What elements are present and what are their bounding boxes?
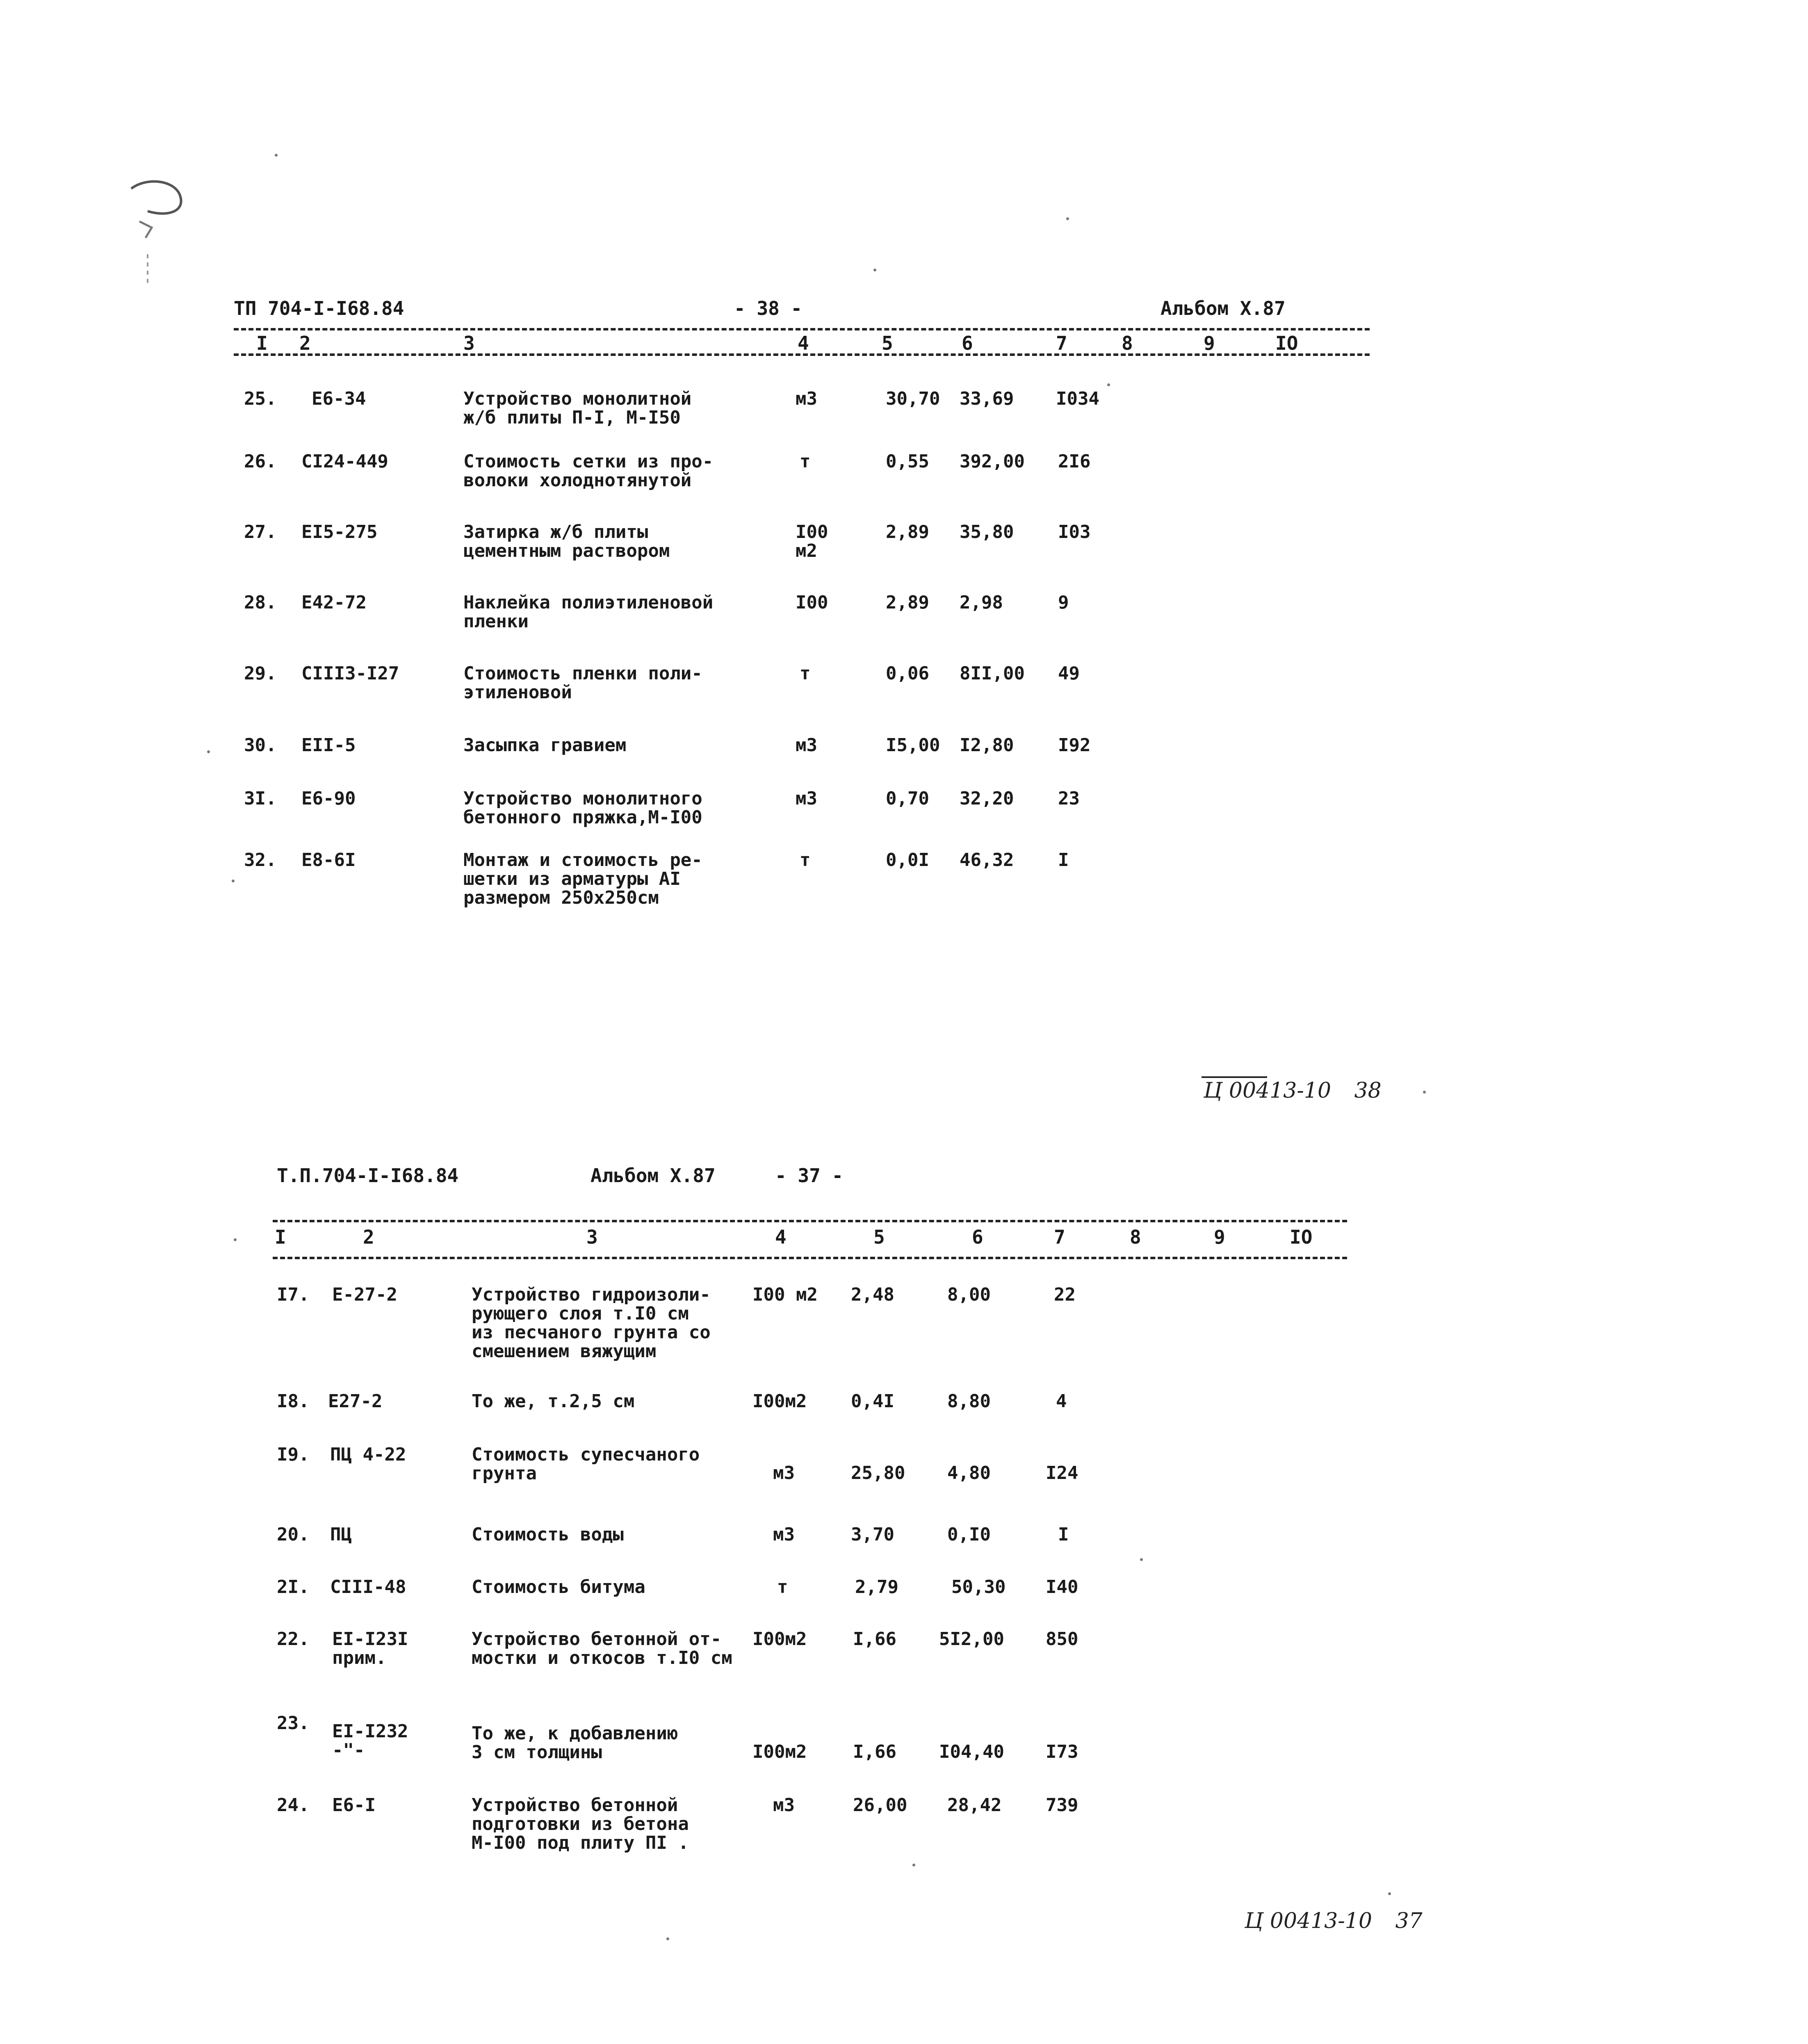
quantity: 3,70 [851, 1524, 894, 1545]
header-rule-top [234, 328, 1370, 330]
scan-speck [1388, 1892, 1391, 1895]
rate-code: СIII-48 [330, 1577, 406, 1597]
row-number: I7. [277, 1284, 310, 1305]
unit: м3 [796, 788, 817, 809]
unit-price: 4,80 [947, 1463, 991, 1483]
archive-page: 37 [1395, 1909, 1423, 1933]
total-cost: I034 [1056, 388, 1099, 409]
unit: I00м2 [752, 1629, 807, 1650]
scan-speck [1066, 217, 1069, 220]
unit-price: 28,42 [947, 1795, 1002, 1816]
page-number: - 38 - [734, 297, 803, 319]
work-description: Стоимость пленки поли- этиленовой [463, 663, 702, 703]
total-cost: 4 [1056, 1391, 1067, 1412]
quantity: 2,79 [855, 1577, 898, 1597]
row-number: 2I. [277, 1577, 310, 1597]
rate-code: СIII3-I27 [301, 663, 399, 684]
scan-speck [232, 880, 235, 882]
unit-price: 0,I0 [947, 1524, 991, 1545]
total-cost: 850 [1046, 1629, 1078, 1650]
rate-code: ПЦ [330, 1524, 352, 1545]
total-cost: 23 [1058, 788, 1080, 809]
unit: т [800, 850, 811, 870]
unit-price: I04,40 [939, 1741, 1004, 1762]
total-cost: I [1058, 1524, 1069, 1545]
unit: I00м2 [752, 1391, 807, 1412]
work-description: Стоимость битума [472, 1577, 645, 1597]
work-description: Устройство бетонной подготовки из бетона М-I00 под плиту ПI . [472, 1795, 689, 1853]
margin-pencil-mark-icon [123, 172, 197, 287]
rate-code: ЕII-5 [301, 735, 356, 756]
quantity: 0,70 [886, 788, 929, 809]
row-number: 25. [244, 388, 277, 409]
rate-code: Е6-34 [312, 388, 366, 409]
col-num-4: 4 [798, 332, 809, 354]
row-number: 23. [277, 1713, 310, 1734]
unit: т [800, 451, 811, 472]
doc-code: Т.П.704-I-I68.84 [277, 1164, 459, 1187]
col-num-7: 7 [1054, 1226, 1065, 1248]
unit-price: 46,32 [960, 850, 1014, 870]
total-cost: I73 [1046, 1741, 1078, 1762]
scan-speck [1423, 1091, 1426, 1094]
col-num-6: 6 [972, 1226, 983, 1248]
scan-speck [873, 269, 876, 271]
quantity: I5,00 [886, 735, 940, 756]
total-cost: I [1058, 850, 1069, 870]
archive-stamp-38 [1204, 1078, 1382, 1103]
quantity: 0,55 [886, 451, 929, 472]
rate-code: Е6-90 [301, 788, 356, 809]
rate-code: ЕI-I23I прим. [332, 1629, 408, 1668]
row-number: 32. [244, 850, 277, 870]
unit: м3 [796, 735, 817, 756]
scan-speck [207, 750, 210, 753]
scan-speck [1140, 1558, 1143, 1561]
archive-code: Ц 00413-10 [1245, 1909, 1373, 1933]
row-number: 28. [244, 592, 277, 613]
album-label: Альбом X.87 [591, 1164, 716, 1187]
total-cost: I40 [1046, 1577, 1078, 1597]
header-rule-bottom [234, 353, 1370, 356]
unit-price: 392,00 [960, 451, 1025, 472]
rate-code: ЕI5-275 [301, 522, 378, 542]
work-description: Устройство гидроизоли- рующего слоя т.I0 см из песчаного грунта со смешением вяжущим [472, 1284, 711, 1362]
rate-code: ПЦ 4-22 [330, 1444, 406, 1465]
unit: м3 [796, 388, 817, 409]
unit: т [777, 1577, 788, 1597]
unit: м3 [773, 1795, 795, 1816]
row-number: 26. [244, 451, 277, 472]
work-description: То же, к добавлению 3 см толщины [472, 1723, 678, 1763]
total-cost: 22 [1054, 1284, 1076, 1305]
quantity: 2,48 [851, 1284, 894, 1305]
unit: м3 [773, 1524, 795, 1545]
unit: т [800, 663, 811, 684]
rate-code: Е8-6I [301, 850, 356, 870]
work-description: Устройство бетонной от- мостки и откосов т.I0 см [472, 1629, 732, 1668]
row-number: 27. [244, 522, 277, 542]
row-number: 29. [244, 663, 277, 684]
archive-code: Ц 00413-10 [1204, 1078, 1331, 1103]
col-num-1: I [275, 1226, 286, 1248]
work-description: Засыпка гравием [463, 735, 627, 756]
col-num-6: 6 [962, 332, 973, 354]
rate-code: Е42-72 [301, 592, 367, 613]
quantity: 25,80 [851, 1463, 905, 1483]
quantity: I,66 [853, 1741, 896, 1762]
archive-stamp-37 [1245, 1909, 1423, 1933]
unit: I00 м2 [752, 1284, 818, 1305]
scan-speck [275, 154, 278, 157]
col-num-4: 4 [775, 1226, 787, 1248]
unit-price: 8,00 [947, 1284, 991, 1305]
scan-speck [234, 1238, 237, 1241]
quantity: I,66 [853, 1629, 896, 1650]
unit-price: 2,98 [960, 592, 1003, 613]
work-description: Устройство монолитной ж/б плиты П-I, М-I50 [463, 388, 692, 428]
work-description: Стоимость супесчаного грунта [472, 1444, 700, 1484]
row-number: I9. [277, 1444, 310, 1465]
unit: I00 м2 [796, 522, 828, 561]
rate-code: СI24-449 [301, 451, 388, 472]
col-num-5: 5 [882, 332, 893, 354]
col-num-8: 8 [1130, 1226, 1141, 1248]
doc-code: ТП 704-I-I68.84 [234, 297, 404, 319]
unit-price: 8II,00 [960, 663, 1025, 684]
col-num-8: 8 [1122, 332, 1133, 354]
scan-speck [1107, 383, 1110, 386]
unit: м3 [773, 1463, 795, 1483]
page-number: - 37 - [775, 1164, 844, 1187]
unit-price: 35,80 [960, 522, 1014, 542]
unit-price: I2,80 [960, 735, 1014, 756]
scan-speck [666, 1937, 669, 1940]
work-description: Наклейка полиэтиленовой пленки [463, 592, 714, 632]
row-number: 30. [244, 735, 277, 756]
total-cost: 49 [1058, 663, 1080, 684]
quantity: 0,0I [886, 850, 929, 870]
col-num-2: 2 [299, 332, 311, 354]
col-num-9: 9 [1214, 1226, 1225, 1248]
quantity: 30,70 [886, 388, 940, 409]
row-number: I8. [277, 1391, 310, 1412]
unit-price: 5I2,00 [939, 1629, 1004, 1650]
unit-price: 50,30 [951, 1577, 1006, 1597]
rate-code: ЕI-I232 -"- [332, 1721, 408, 1761]
work-description: То же, т.2,5 см [472, 1391, 635, 1412]
total-cost: 9 [1058, 592, 1069, 613]
rate-code: Е6-I [332, 1795, 376, 1816]
row-number: 3I. [244, 788, 277, 809]
quantity: 0,4I [851, 1391, 894, 1412]
col-num-5: 5 [873, 1226, 885, 1248]
work-description: Затирка ж/б плиты цементным раствором [463, 522, 670, 561]
unit-price: 8,80 [947, 1391, 991, 1412]
total-cost: 739 [1046, 1795, 1078, 1816]
total-cost: I03 [1058, 522, 1091, 542]
unit: I00м2 [752, 1741, 807, 1762]
work-description: Монтаж и стоимость ре- шетки из арматуры АI размером 250х250см [463, 850, 702, 908]
rate-code: Е-27-2 [332, 1284, 397, 1305]
unit-price: 33,69 [960, 388, 1014, 409]
archive-page: 38 [1354, 1078, 1382, 1103]
col-num-10: IO [1275, 332, 1298, 354]
total-cost: 2I6 [1058, 451, 1091, 472]
col-num-3: 3 [463, 332, 475, 354]
total-cost: I92 [1058, 735, 1091, 756]
quantity: 2,89 [886, 522, 929, 542]
scan-speck [912, 1864, 915, 1866]
col-num-2: 2 [363, 1226, 374, 1248]
col-num-3: 3 [586, 1226, 598, 1248]
work-description: Стоимость воды [472, 1524, 624, 1545]
col-num-10: IO [1290, 1226, 1313, 1248]
unit: I00 [796, 592, 828, 613]
header-rule-bottom [273, 1257, 1347, 1259]
work-description: Стоимость сетки из про- волоки холоднотянутой [463, 451, 714, 491]
quantity: 0,06 [886, 663, 929, 684]
row-number: 20. [277, 1524, 310, 1545]
stamp-overline [1202, 1076, 1267, 1078]
col-num-1: I [256, 332, 268, 354]
quantity: 2,89 [886, 592, 929, 613]
work-description: Устройство монолитного бетонного пряжка,М-I00 [463, 788, 702, 828]
col-num-9: 9 [1204, 332, 1215, 354]
row-number: 24. [277, 1795, 310, 1816]
total-cost: I24 [1046, 1463, 1078, 1483]
album-label: Альбом X.87 [1160, 297, 1286, 319]
unit-price: 32,20 [960, 788, 1014, 809]
row-number: 22. [277, 1629, 310, 1650]
rate-code: Е27-2 [328, 1391, 383, 1412]
col-num-7: 7 [1056, 332, 1067, 354]
header-rule-top [273, 1220, 1347, 1222]
quantity: 26,00 [853, 1795, 907, 1816]
